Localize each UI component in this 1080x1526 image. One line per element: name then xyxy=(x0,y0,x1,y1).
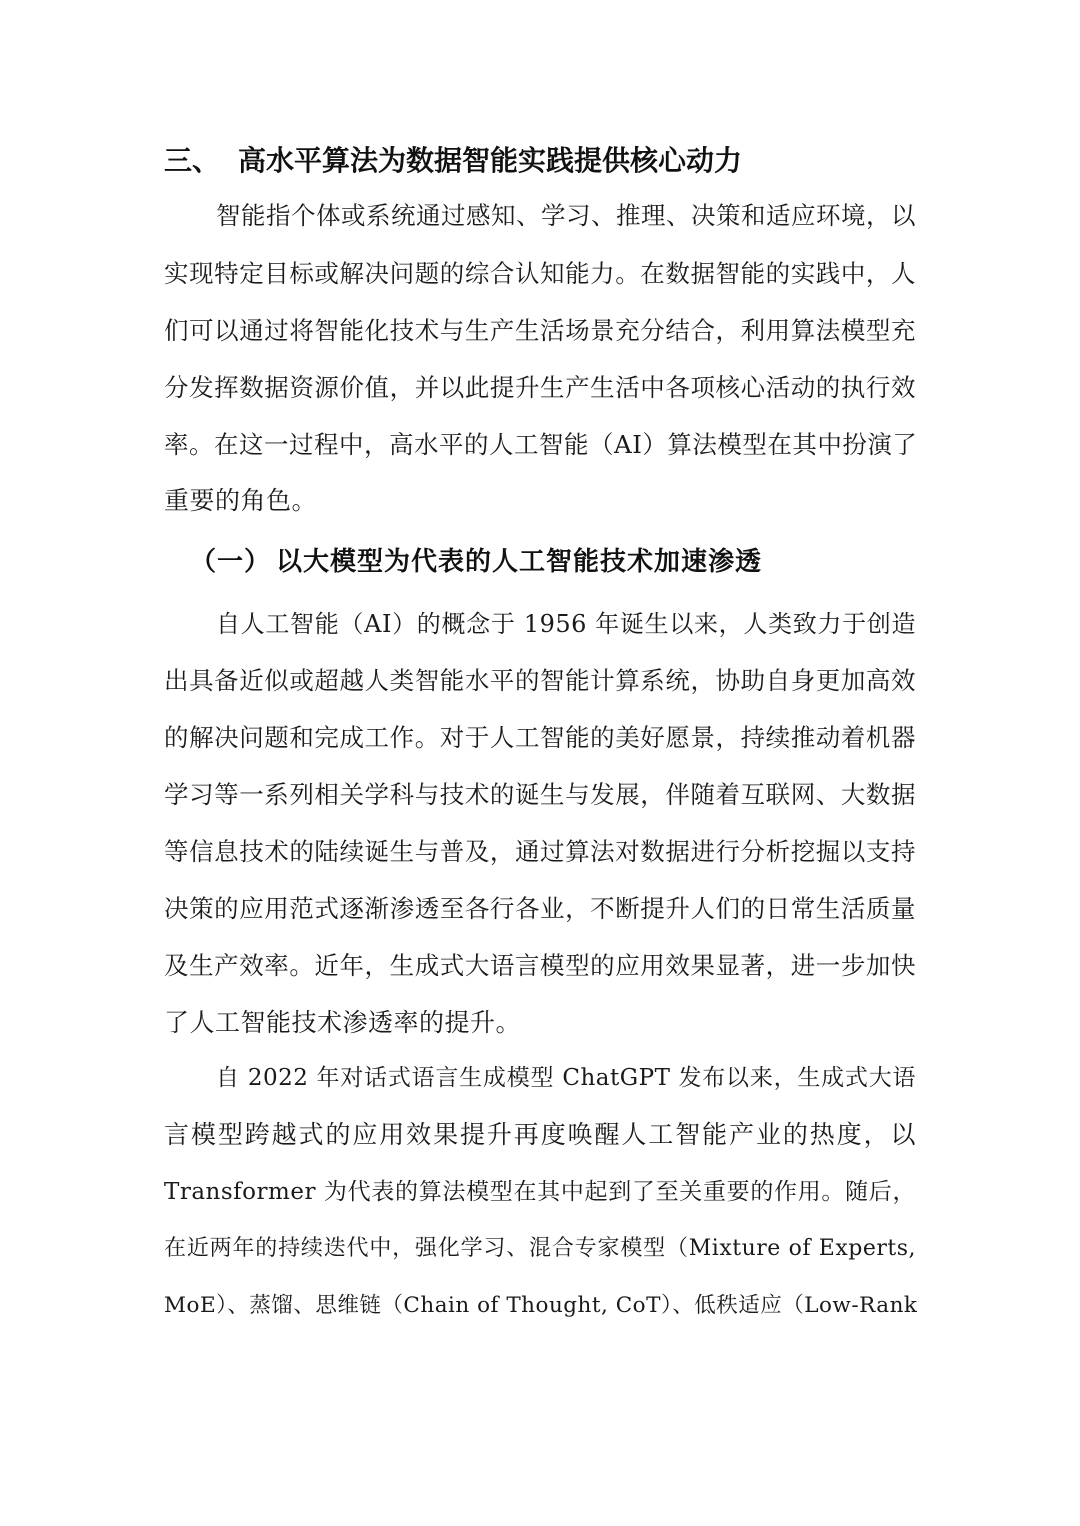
paragraph-2-line: 决策的应用范式逐渐渗透至各行各业，不断提升人们的日常生活质量 xyxy=(164,894,916,923)
paragraph-2-line: 学习等一系列相关学科与技术的诞生与发展，伴随着互联网、大数据 xyxy=(164,780,916,809)
paragraph-2-line: 自人工智能（AI）的概念于 1956 年诞生以来，人类致力于创造 xyxy=(216,610,916,638)
paragraph-3-line: 在近两年的持续迭代中，强化学习、混合专家模型（Mixture of Experts, xyxy=(164,1236,916,1261)
subsection-heading xyxy=(190,540,762,584)
section-number: 三、 xyxy=(164,144,221,177)
paragraph-1-line: 们可以通过将智能化技术与生产生活场景充分结合，利用算法模型充 xyxy=(164,316,916,345)
subsection-title: 以大模型为代表的人工智能技术加速渗透 xyxy=(276,547,763,577)
paragraph-2-line: 及生产效率。近年，生成式大语言模型的应用效果显著，进一步加快 xyxy=(164,951,916,980)
paragraph-3-line: MoE）、蒸馏、思维链（Chain of Thought, CoT）、低秩适应（Low-Rank xyxy=(164,1293,918,1318)
paragraph-2-line: 等信息技术的陆续诞生与普及，通过算法对数据进行分析挖掘以支持 xyxy=(164,837,916,866)
paragraph-1-line: 率。在这一过程中，高水平的人工智能（AI）算法模型在其中扮演了 xyxy=(164,430,918,459)
section-heading xyxy=(164,139,742,183)
paragraph-3-line: Transformer 为代表的算法模型在其中起到了至关重要的作用。随后， xyxy=(164,1179,916,1205)
paragraph-1-line: 分发挥数据资源价值，并以此提升生产生活中各项核心活动的执行效 xyxy=(164,373,916,402)
paragraph-3-line: 言模型跨越式的应用效果提升再度唤醒人工智能产业的热度，以 xyxy=(164,1120,916,1149)
paragraph-1-line: 智能指个体或系统通过感知、学习、推理、决策和适应环境，以 xyxy=(216,201,916,230)
paragraph-1-line: 实现特定目标或解决问题的综合认知能力。在数据智能的实践中，人 xyxy=(164,259,916,288)
paragraph-2-line: 出具备近似或超越人类智能水平的智能计算系统，协助自身更加高效 xyxy=(164,666,916,695)
subsection-number: （一） xyxy=(190,547,272,577)
paragraph-2-line: 的解决问题和完成工作。对于人工智能的美好愿景，持续推动着机器 xyxy=(164,723,916,752)
paragraph-1-line: 重要的角色。 xyxy=(164,486,318,515)
paragraph-2-line: 了人工智能技术渗透率的提升。 xyxy=(164,1008,522,1037)
paragraph-3-line: 自 2022 年对话式语言生成模型 ChatGPT 发布以来，生成式大语 xyxy=(216,1065,916,1091)
section-title: 高水平算法为数据智能实践提供核心动力 xyxy=(238,144,743,177)
